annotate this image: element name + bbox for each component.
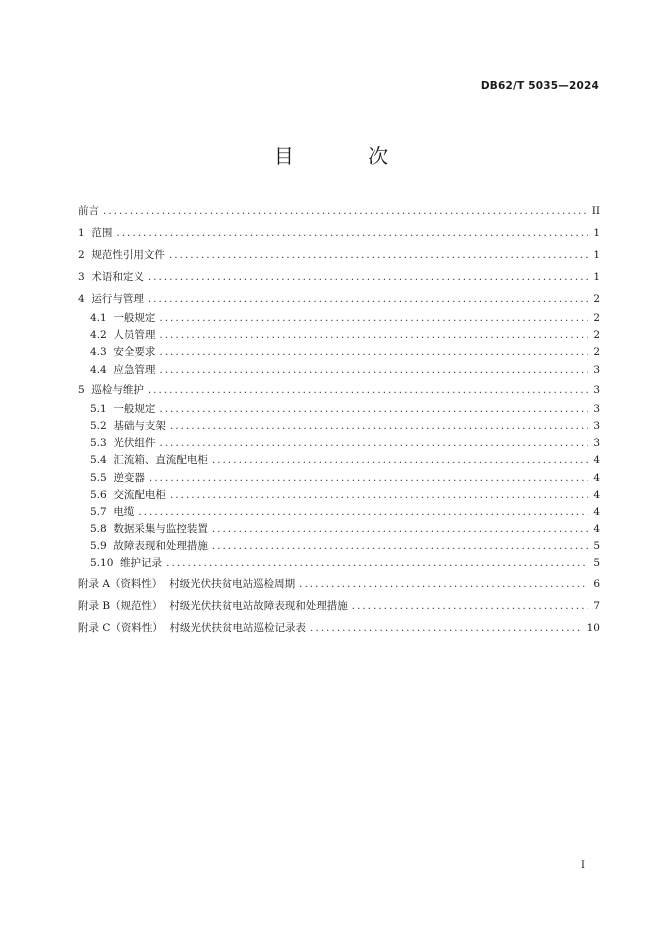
toc-entry[interactable] xyxy=(78,244,600,266)
toc-entry[interactable] xyxy=(78,573,600,595)
toc-entry-label: 5.5 逆变器 xyxy=(90,471,145,484)
toc-entry-page: 2 xyxy=(593,329,600,342)
toc-entry-page: 1 xyxy=(593,227,600,239)
toc-dot-leader xyxy=(159,344,588,361)
toc-entry-label: 4.2 人员管理 xyxy=(90,329,156,342)
page-number: I xyxy=(581,860,585,871)
toc-entry-label: 4 运行与管理 xyxy=(78,293,144,305)
toc-dot-leader xyxy=(159,435,588,452)
toc-entry-page: 1 xyxy=(593,271,600,283)
toc-dot-leader xyxy=(149,470,588,487)
toc-entry[interactable] xyxy=(78,452,600,469)
toc-entry[interactable] xyxy=(78,266,600,288)
toc-dot-leader xyxy=(138,504,588,521)
toc-entry-label: 5.2 基础与支架 xyxy=(90,419,166,432)
toc-dot-leader xyxy=(299,573,588,595)
toc-entry-page: 5 xyxy=(593,540,600,553)
toc-entry-label: 附录 B（规范性） 村级光伏扶贫电站故障表现和处理措施 xyxy=(78,599,348,612)
toc-dot-leader xyxy=(212,538,588,555)
toc-entry[interactable] xyxy=(78,617,600,639)
toc-dot-leader xyxy=(148,288,588,310)
toc-entry[interactable] xyxy=(78,504,600,521)
toc-entry-page: 2 xyxy=(593,312,600,324)
toc-entry-page: 10 xyxy=(586,621,600,634)
toc-entry-label: 5.7 电缆 xyxy=(90,505,135,518)
toc-dot-leader xyxy=(166,555,588,572)
toc-entry-label: 前言 xyxy=(78,205,99,217)
toc-entry[interactable] xyxy=(78,379,600,401)
toc-entry-page: 3 xyxy=(593,363,600,376)
toc-entry-label: 5.3 光伏组件 xyxy=(90,437,156,450)
toc-entry-page: 3 xyxy=(593,383,600,396)
toc-dot-leader xyxy=(352,595,588,617)
toc-entry[interactable] xyxy=(78,327,600,344)
toc-entry-page: 1 xyxy=(593,249,600,261)
toc-dot-leader xyxy=(212,521,588,538)
toc-entry[interactable] xyxy=(78,435,600,452)
toc-entry[interactable] xyxy=(78,362,600,379)
toc-dot-leader xyxy=(310,617,583,639)
toc-dot-leader xyxy=(116,222,588,244)
toc-entry-label: 5.1 一般规定 xyxy=(90,402,156,415)
toc-entry-page: 4 xyxy=(593,471,600,484)
toc-entry-label: 3 术语和定义 xyxy=(78,271,144,283)
toc-dot-leader xyxy=(159,327,588,344)
toc-entry[interactable] xyxy=(78,401,600,418)
toc-entry-page: 4 xyxy=(593,505,600,518)
toc-entry-page: 4 xyxy=(593,488,600,501)
toc-entry-page: 3 xyxy=(593,419,600,432)
toc-entry[interactable] xyxy=(78,595,600,617)
toc-entry-page: 3 xyxy=(593,402,600,415)
toc-dot-leader xyxy=(170,487,588,504)
toc-entry[interactable] xyxy=(78,200,600,222)
toc-entry[interactable] xyxy=(78,470,600,487)
toc-entry-label: 5.10 维护记录 xyxy=(90,557,163,570)
toc-entry[interactable] xyxy=(78,222,600,244)
toc-entry-page: 2 xyxy=(593,346,600,359)
toc-dot-leader xyxy=(170,418,588,435)
toc-entry-label: 4.3 安全要求 xyxy=(90,346,156,359)
toc-entry-page: 3 xyxy=(593,437,600,450)
toc-dot-leader xyxy=(159,401,588,418)
toc-entry-label: 5.8 数据采集与监控装置 xyxy=(90,523,208,536)
toc-dot-leader xyxy=(169,244,588,266)
table-of-contents xyxy=(78,200,600,639)
toc-entry[interactable] xyxy=(78,555,600,572)
toc-dot-leader xyxy=(148,266,588,288)
toc-entry-label: 5.9 故障表现和处理措施 xyxy=(90,540,208,553)
toc-entry[interactable] xyxy=(78,538,600,555)
toc-entry-label: 4.4 应急管理 xyxy=(90,363,156,376)
toc-dot-leader xyxy=(103,200,588,222)
toc-entry-page: 5 xyxy=(593,557,600,570)
toc-entry-page: II xyxy=(591,205,600,217)
toc-entry-page: 7 xyxy=(593,599,600,612)
toc-entry-label: 1 范围 xyxy=(78,227,113,239)
toc-entry[interactable] xyxy=(78,310,600,327)
toc-entry[interactable] xyxy=(78,521,600,538)
toc-entry[interactable] xyxy=(78,344,600,361)
toc-entry-label: 附录 A（资料性） 村级光伏扶贫电站巡检周期 xyxy=(78,577,296,590)
toc-entry-label: 5.6 交流配电柜 xyxy=(90,488,166,501)
toc-entry-page: 2 xyxy=(593,293,600,305)
toc-entry-page: 4 xyxy=(593,523,600,536)
toc-entry-label: 2 规范性引用文件 xyxy=(78,249,165,261)
toc-entry[interactable] xyxy=(78,418,600,435)
page-title: 目 次 xyxy=(273,144,423,168)
toc-dot-leader xyxy=(159,310,588,327)
toc-dot-leader xyxy=(212,452,588,469)
document-code: DB62/T 5035—2024 xyxy=(480,80,599,92)
toc-entry-label: 附录 C（资料性） 村级光伏扶贫电站巡检记录表 xyxy=(78,621,307,634)
toc-entry-page: 4 xyxy=(593,454,600,467)
toc-dot-leader xyxy=(159,362,588,379)
toc-dot-leader xyxy=(148,379,588,401)
toc-entry-label: 5.4 汇流箱、直流配电柜 xyxy=(90,454,208,467)
toc-entry-label: 5 巡检与维护 xyxy=(78,383,144,396)
toc-entry[interactable] xyxy=(78,288,600,310)
toc-entry-page: 6 xyxy=(593,577,600,590)
toc-entry[interactable] xyxy=(78,487,600,504)
toc-entry-label: 4.1 一般规定 xyxy=(90,312,156,324)
